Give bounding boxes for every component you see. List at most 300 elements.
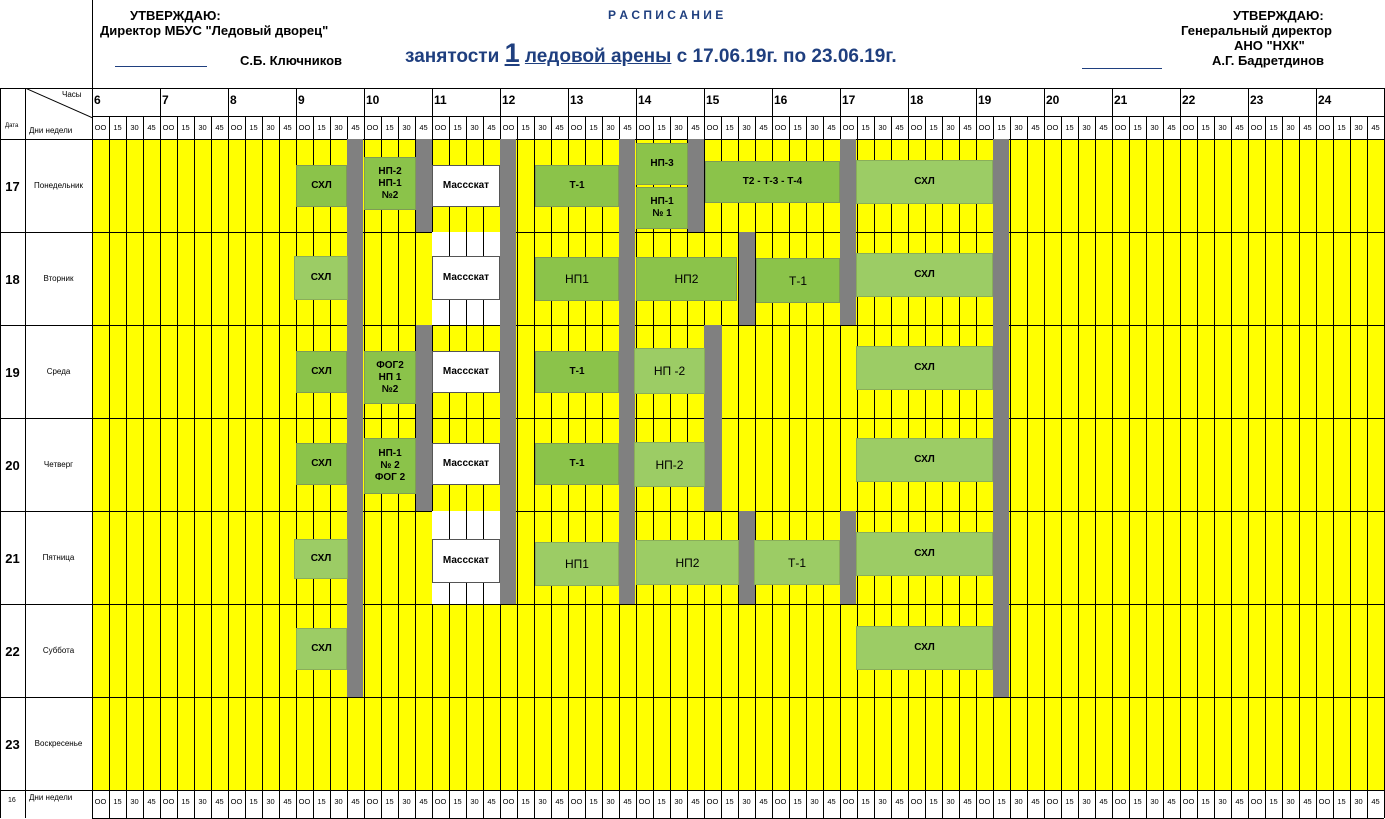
hour-label: 8 <box>230 93 237 107</box>
day-name: Пятница <box>42 553 75 562</box>
session-label: СХЛ <box>914 269 935 280</box>
quarter-column-line <box>1112 116 1113 818</box>
minute-label: 15 <box>1133 123 1142 132</box>
day-number: 18 <box>5 272 20 287</box>
quarter-column-line <box>279 116 280 818</box>
left-border-line <box>0 88 1 818</box>
minute-label: ОО <box>570 123 583 132</box>
quarter-column-line <box>772 116 773 818</box>
minute-label: ОО <box>978 123 991 132</box>
session-label: Т-1 <box>569 458 585 469</box>
hour-column-line <box>636 88 637 116</box>
minute-label: 30 <box>1286 123 1295 132</box>
session-block[interactable] <box>432 539 500 583</box>
minute-label: 30 <box>946 123 955 132</box>
session-label: СХЛ <box>914 176 935 187</box>
hour-column-line <box>92 88 93 116</box>
hour-label: 18 <box>910 93 924 107</box>
minute-label: 30 <box>606 123 615 132</box>
session-label: НП1 <box>565 272 589 286</box>
session-block[interactable] <box>636 187 688 229</box>
session-block[interactable] <box>296 165 347 207</box>
hour-column-line <box>1316 88 1317 116</box>
session-block[interactable] <box>432 256 500 300</box>
minute-label: 30 <box>878 797 887 806</box>
session-label: №2 <box>381 189 399 201</box>
hour-column-line <box>976 88 977 116</box>
minute-label: 30 <box>1014 797 1023 806</box>
session-block[interactable] <box>296 351 347 393</box>
quarter-column-line <box>1350 116 1351 818</box>
ice-resurfacing-bar <box>704 325 722 511</box>
session-label: СХЛ <box>311 366 332 377</box>
session-block[interactable] <box>294 256 348 300</box>
minute-label: ОО <box>1250 123 1263 132</box>
hour-column-line <box>840 88 841 116</box>
ice-resurfacing-bar <box>840 139 856 325</box>
minute-label: ОО <box>842 797 855 806</box>
minute-label: 15 <box>1065 797 1074 806</box>
right-approver-name: А.Г. Бадретдинов <box>1212 53 1325 68</box>
minute-label: ОО <box>162 123 175 132</box>
hour-column-line <box>1112 88 1113 116</box>
session-label: СХЛ <box>311 458 332 469</box>
minute-label: 45 <box>1099 123 1108 132</box>
minute-label: 45 <box>691 797 700 806</box>
session-label: Т-1 <box>569 366 585 377</box>
minute-label: 45 <box>623 797 632 806</box>
minute-label: ОО <box>910 123 923 132</box>
minute-label: 45 <box>419 123 428 132</box>
quarter-column-line <box>1078 116 1079 818</box>
minute-label: 15 <box>181 123 190 132</box>
ice-resurfacing-bar <box>688 139 704 232</box>
corner-hours-label: Часы <box>62 90 82 99</box>
session-label: НП-2 <box>655 457 684 472</box>
minute-label: ОО <box>434 123 447 132</box>
session-label: СХЛ <box>310 272 332 283</box>
session-block[interactable] <box>364 438 416 494</box>
minute-label: 45 <box>1235 797 1244 806</box>
session-label: НП-3 <box>650 158 674 169</box>
session-block[interactable] <box>634 442 705 487</box>
minute-label: 15 <box>589 123 598 132</box>
session-block[interactable] <box>636 257 737 301</box>
session-label: ФОГ2 <box>376 359 404 371</box>
session-block[interactable] <box>535 257 619 301</box>
minute-label: ОО <box>1318 123 1331 132</box>
minute-label: 15 <box>113 797 122 806</box>
quarter-column-line <box>1282 116 1283 818</box>
minute-label: 45 <box>963 123 972 132</box>
footer-days-label: Дни недели <box>29 793 73 802</box>
session-block[interactable] <box>754 540 840 585</box>
day-row-line <box>0 232 1384 233</box>
quarter-column-line <box>109 116 110 818</box>
minute-label: 15 <box>521 797 530 806</box>
arena-number: 1 <box>504 38 520 68</box>
minute-label: 15 <box>929 123 938 132</box>
minute-label: 30 <box>946 797 955 806</box>
minute-label: 30 <box>334 123 343 132</box>
minute-label: 45 <box>759 797 768 806</box>
minute-label: 15 <box>997 123 1006 132</box>
session-block[interactable] <box>432 165 500 207</box>
quarter-column-line <box>160 116 161 818</box>
minute-label: 15 <box>1201 797 1210 806</box>
header-left-line <box>92 0 93 88</box>
day-row-line <box>0 418 1384 419</box>
minute-label: 15 <box>929 797 938 806</box>
minute-label: 45 <box>1099 797 1108 806</box>
quarter-column-line <box>1044 116 1045 818</box>
minute-label: 45 <box>895 797 904 806</box>
quarter-column-line <box>1248 116 1249 818</box>
minute-label: 45 <box>1031 123 1040 132</box>
session-block[interactable] <box>535 165 619 207</box>
quarter-column-line <box>211 116 212 818</box>
minute-label: ОО <box>842 123 855 132</box>
minute-label: ОО <box>434 797 447 806</box>
session-label: № 1 <box>652 208 672 219</box>
minute-label: 15 <box>317 123 326 132</box>
minute-label: 30 <box>674 123 683 132</box>
session-label: СХЛ <box>914 548 935 559</box>
minute-label: 30 <box>402 123 411 132</box>
quarter-column-line <box>806 116 807 818</box>
hour-column-line <box>432 88 433 116</box>
right-signature-line <box>1082 68 1162 69</box>
session-block[interactable] <box>432 443 500 485</box>
minute-label: 30 <box>810 797 819 806</box>
session-label: СХЛ <box>311 643 332 654</box>
hour-label: 14 <box>638 93 652 107</box>
session-label: Т-1 <box>789 273 807 288</box>
session-block[interactable] <box>364 351 416 404</box>
minute-label: ОО <box>162 797 175 806</box>
session-block[interactable] <box>636 540 739 585</box>
day-number: 17 <box>5 179 20 194</box>
day-number: 19 <box>5 365 20 380</box>
minute-label: 45 <box>1303 797 1312 806</box>
hour-label: 9 <box>298 93 305 107</box>
left-approve-label: УТВЕРЖДАЮ: <box>130 8 221 23</box>
minute-label: ОО <box>1114 123 1127 132</box>
minute-label: ОО <box>298 797 311 806</box>
minute-label: 30 <box>1014 123 1023 132</box>
session-label: СХЛ <box>914 454 935 465</box>
minute-label: ОО <box>570 797 583 806</box>
minute-label: ОО <box>638 123 651 132</box>
document-subtitle <box>405 38 897 69</box>
minute-label: 15 <box>453 123 462 132</box>
quarter-column-line <box>738 116 739 818</box>
minute-label: 15 <box>861 797 870 806</box>
session-label: СХЛ <box>310 553 332 564</box>
hour-label: 23 <box>1250 93 1264 107</box>
session-label: НП-1 <box>378 177 402 189</box>
ice-resurfacing-bar <box>416 418 432 511</box>
corner-days-label: Дни недели <box>29 126 73 135</box>
hour-column-line <box>704 88 705 116</box>
session-block[interactable] <box>296 443 347 485</box>
minute-label: ОО <box>638 797 651 806</box>
day-number: 23 <box>5 737 20 752</box>
day-name: Понедельник <box>34 181 83 190</box>
session-label: Т-1 <box>788 555 806 570</box>
minute-label: 45 <box>283 123 292 132</box>
quarter-column-line <box>245 116 246 818</box>
minute-label: 30 <box>1218 797 1227 806</box>
left-approver-position: Директор МБУС "Ледовый дворец" <box>100 23 329 38</box>
session-label: НП -2 <box>653 364 686 378</box>
quarter-column-line <box>1061 116 1062 818</box>
left-approver-name: С.Б. Ключников <box>240 53 343 68</box>
minute-label: 15 <box>249 797 258 806</box>
day-number: 21 <box>5 551 20 566</box>
minute-label: ОО <box>230 123 243 132</box>
quarter-column-line <box>1197 116 1198 818</box>
session-block[interactable] <box>535 542 619 586</box>
session-block[interactable] <box>856 160 993 204</box>
day-name: Среда <box>46 367 71 376</box>
minute-label: ОО <box>94 797 107 806</box>
subtitle-dates: с 17.06.19г. по 23.06.19г. <box>676 46 897 67</box>
day-name: Четверг <box>43 460 74 469</box>
minute-label: 15 <box>725 797 734 806</box>
corner-date-label: Дата <box>5 123 19 129</box>
session-block[interactable] <box>856 626 993 670</box>
minute-label: 15 <box>385 123 394 132</box>
right-approve-label: УТВЕРЖДАЮ: <box>1233 8 1324 23</box>
minute-label: 30 <box>1354 123 1363 132</box>
minute-label: 15 <box>1337 123 1346 132</box>
day-name: Вторник <box>43 274 74 283</box>
hour-label: 7 <box>162 93 169 107</box>
session-block[interactable] <box>364 157 416 210</box>
session-block[interactable] <box>296 628 347 670</box>
minute-label: 30 <box>538 797 547 806</box>
day-row-line <box>0 697 1384 698</box>
quarter-column-line <box>1214 116 1215 818</box>
minute-label: 30 <box>538 123 547 132</box>
hour-label: 6 <box>94 93 101 107</box>
left-signature-line <box>115 66 207 67</box>
ice-resurfacing-bar <box>739 511 755 604</box>
minute-label: 45 <box>555 123 564 132</box>
session-block[interactable] <box>856 532 993 576</box>
minute-label: 30 <box>1082 123 1091 132</box>
quarter-column-line <box>1010 116 1011 818</box>
session-block[interactable] <box>636 143 688 185</box>
session-label: СХЛ <box>914 362 935 373</box>
minute-label: 45 <box>215 123 224 132</box>
minute-label: 45 <box>1303 123 1312 132</box>
session-block[interactable] <box>705 161 840 203</box>
minute-label: 15 <box>317 797 326 806</box>
minute-label: ОО <box>366 797 379 806</box>
hour-column-line <box>364 88 365 116</box>
hour-label: 16 <box>774 93 788 107</box>
minute-label: ОО <box>1318 797 1331 806</box>
day-row-line <box>0 325 1384 326</box>
day-row-line <box>0 604 1384 605</box>
hour-column-line <box>296 88 297 116</box>
minute-label: 15 <box>1201 123 1210 132</box>
minute-label: 15 <box>385 797 394 806</box>
minute-label: 30 <box>470 123 479 132</box>
minute-label: 45 <box>283 797 292 806</box>
day-row-line <box>0 511 1384 512</box>
minute-label: 15 <box>657 797 666 806</box>
minute-label: 45 <box>759 123 768 132</box>
minute-label: 15 <box>1269 797 1278 806</box>
minute-label: 15 <box>589 797 598 806</box>
day-number: 20 <box>5 458 20 473</box>
session-block[interactable] <box>294 539 348 579</box>
session-label: ФОГ 2 <box>374 472 406 483</box>
minute-label: 45 <box>963 797 972 806</box>
minute-label: 45 <box>691 123 700 132</box>
session-label: НП-1 <box>378 448 402 459</box>
minute-label: 15 <box>113 123 122 132</box>
minute-label: ОО <box>1182 123 1195 132</box>
session-label: НП-1 <box>650 196 674 207</box>
minute-label: 15 <box>1269 123 1278 132</box>
ice-resurfacing-bar <box>416 139 432 232</box>
minute-label: 30 <box>606 797 615 806</box>
quarter-column-line <box>126 116 127 818</box>
quarter-column-line <box>1146 116 1147 818</box>
quarter-column-line <box>194 116 195 818</box>
session-block[interactable] <box>535 351 619 393</box>
hour-label: 11 <box>434 93 447 107</box>
quarter-column-line <box>1333 116 1334 818</box>
minute-label: ОО <box>978 797 991 806</box>
minute-label: 30 <box>878 123 887 132</box>
minute-label: 45 <box>827 123 836 132</box>
session-label: НП1 <box>565 557 589 571</box>
session-block[interactable] <box>535 443 619 485</box>
hour-label: 20 <box>1046 93 1060 107</box>
session-block[interactable] <box>856 346 993 390</box>
session-block[interactable] <box>856 253 993 297</box>
minute-label: 30 <box>266 797 275 806</box>
minute-label: ОО <box>774 123 787 132</box>
hour-column-line <box>1180 88 1181 116</box>
minute-label: 45 <box>147 123 156 132</box>
minute-label: 30 <box>402 797 411 806</box>
quarter-column-line <box>823 116 824 818</box>
minute-label: 30 <box>742 797 751 806</box>
ice-resurfacing-bar <box>500 139 516 604</box>
session-label: Массскат <box>442 366 490 377</box>
hour-label: 12 <box>502 93 516 107</box>
minute-label: 15 <box>1133 797 1142 806</box>
minute-label: 15 <box>1337 797 1346 806</box>
hour-label: 15 <box>706 93 720 107</box>
hour-label: 17 <box>842 93 856 107</box>
minute-label: ОО <box>1114 797 1127 806</box>
ice-resurfacing-bar <box>840 511 856 604</box>
hour-column-line <box>568 88 569 116</box>
hour-column-line <box>908 88 909 116</box>
minute-label: ОО <box>1182 797 1195 806</box>
session-block[interactable] <box>432 351 500 393</box>
quarter-column-line <box>1027 116 1028 818</box>
session-block[interactable] <box>634 348 705 394</box>
corner-diagonal <box>25 88 93 138</box>
quarter-column-line <box>1095 116 1096 818</box>
subtitle-prefix: занятости <box>405 46 500 67</box>
minute-label: 45 <box>1235 123 1244 132</box>
minute-label: 30 <box>334 797 343 806</box>
quarter-column-line <box>1299 116 1300 818</box>
session-label: СХЛ <box>311 180 332 191</box>
minute-label: 45 <box>487 797 496 806</box>
minute-label: 45 <box>827 797 836 806</box>
minute-label: 45 <box>147 797 156 806</box>
day-name: Воскресенье <box>34 739 83 748</box>
hour-row-line <box>92 116 1384 117</box>
session-label: НП 1 <box>378 371 402 383</box>
minute-label: 15 <box>725 123 734 132</box>
minute-label: 15 <box>1065 123 1074 132</box>
header-bottom-line <box>0 88 1384 89</box>
minute-label: ОО <box>1046 797 1059 806</box>
hour-column-line <box>1248 88 1249 116</box>
ice-resurfacing-bar <box>993 139 1009 697</box>
session-label: Массскат <box>442 555 490 566</box>
hour-label: 21 <box>1114 93 1128 107</box>
session-label: №2 <box>381 383 399 395</box>
hour-label: 24 <box>1318 93 1332 107</box>
minute-label: 30 <box>1286 797 1295 806</box>
minute-label: 15 <box>861 123 870 132</box>
session-label: СХЛ <box>914 642 935 653</box>
minute-label: ОО <box>366 123 379 132</box>
minute-label: 45 <box>351 123 360 132</box>
minute-label: 15 <box>249 123 258 132</box>
hour-column-line <box>228 88 229 116</box>
day-name: Суббота <box>42 646 75 655</box>
ice-resurfacing-bar <box>619 139 635 604</box>
minute-label: 45 <box>1167 123 1176 132</box>
minute-label: 30 <box>742 123 751 132</box>
minute-label: 45 <box>623 123 632 132</box>
minute-label: ОО <box>706 797 719 806</box>
quarter-column-line <box>517 116 518 818</box>
minute-label: 45 <box>215 797 224 806</box>
day-row-line <box>0 790 1384 791</box>
hour-column-line <box>772 88 773 116</box>
document-title: Р А С П И С А Н И Е <box>608 8 724 22</box>
minute-label: 30 <box>1082 797 1091 806</box>
minute-label: 30 <box>1150 123 1159 132</box>
quarter-column-line <box>92 116 93 818</box>
quarter-column-line <box>1367 116 1368 818</box>
minute-label: ОО <box>502 797 515 806</box>
minute-label: ОО <box>502 123 515 132</box>
minute-label: ОО <box>910 797 923 806</box>
ice-resurfacing-bar <box>739 232 755 325</box>
session-block[interactable] <box>856 438 993 482</box>
minute-label: 15 <box>521 123 530 132</box>
session-block[interactable] <box>756 258 840 303</box>
session-label: Т-1 <box>569 180 585 191</box>
session-label: НП-2 <box>378 165 402 177</box>
session-label: Т2 - Т-3 - Т-4 <box>742 176 803 187</box>
